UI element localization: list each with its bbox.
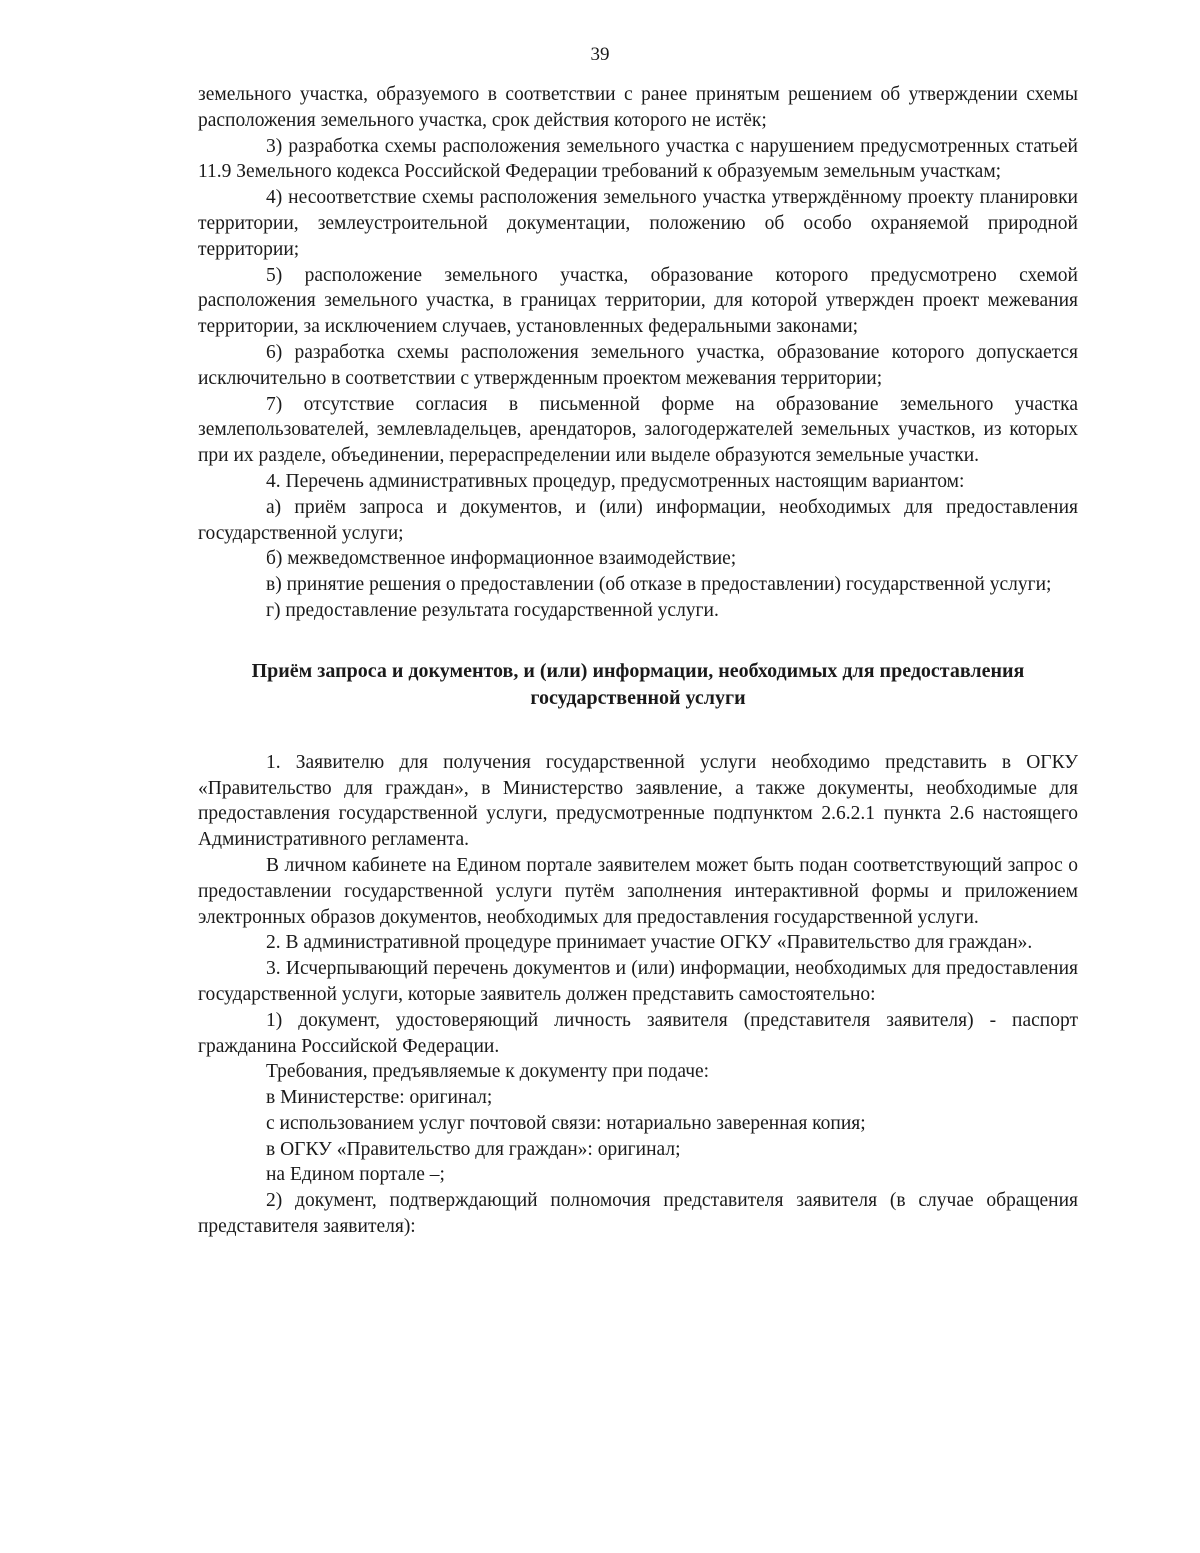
page-number: 39 [590,44,610,65]
section-heading: Приём запроса и документов, и (или) информации, необходимых для предоставления государственной услуги [251,659,1025,709]
paragraph: б) межведомственное информационное взаимодействие; [266,548,737,570]
paragraph: г) предоставление результата государственной услуги. [266,599,719,621]
paragraph: 2) документ, подтверждающий полномочия представителя заявителя (в случае обращения представителя заявителя): [198,1190,1078,1238]
paragraph: 1. Заявителю для получения государственной услуги необходимо представить в ОГКУ «Правительство для граждан», в Министерство заявление, а также документы, необходимые для предоставления государственной услуги, предусмотренные подпунктом 2.6.2.1 пункта 2.6 настоящего Административного регламента. [198,751,1078,851]
document-body [198,82,1078,1240]
paragraph: Требования, предъявляемые к документу при подаче: [266,1061,710,1083]
paragraph: 4. Перечень административных процедур, предусмотренных настоящим вариантом: [266,470,965,492]
paragraph: 3) разработка схемы расположения земельного участка с нарушением предусмотренных статьей 11.9 Земельного кодекса Российской Федерации требований к образуемым земельным участкам; [198,135,1078,183]
paragraph: с использованием услуг почтовой связи: нотариально заверенная копия; [266,1112,866,1134]
paragraph: 3. Исчерпывающий перечень документов и (или) информации, необходимых для предоставления государственной услуги, которые заявитель должен представить самостоятельно: [198,958,1078,1005]
paragraph: 6) разработка схемы расположения земельного участка, образование которого допускается исключительно в соответствии с утвержденным проектом межевания территории; [198,341,1078,389]
paragraph: в) принятие решения о предоставлении (об отказе в предоставлении) государственной услуги; [266,574,1052,596]
paragraph: в Министерстве: оригинал; [266,1087,493,1109]
paragraph: 4) несоответствие схемы расположения земельного участка утверждённому проекту планировки территории, землеустроительной документации, положению об особо охраняемой природной территории; [198,187,1078,260]
paragraph: 5) расположение земельного участка, образование которого предусмотрено схемой расположения земельного участка, в границах территории, для которой утвержден проект межевания территории, за исключением случаев, установленных федеральными законами; [198,264,1078,338]
paragraph: 2. В административной процедуре принимает участие ОГКУ «Правительство для граждан». [266,932,1033,954]
paragraph: на Едином портале –; [266,1164,445,1186]
paragraph: в ОГКУ «Правительство для граждан»: оригинал; [266,1138,681,1160]
paragraph: 7) отсутствие согласия в письменной форме на образование земельного участка землепользователей, землевладельцев, арендаторов, залогодержателей земельных участков, из которых при их разделе, объединении, перераспределении или выделе образуются земельные участки. [198,393,1078,467]
paragraph: земельного участка, образуемого в соответствии с ранее принятым решением об утверждении схемы расположения земельного участка, срок действия которого не истёк; [198,84,1078,131]
paragraph: В личном кабинете на Едином портале заявителем может быть подан соответствующий запрос о предоставлении государственной услуги путём заполнения интерактивной формы и приложением электронных образов документов, необходимых для предоставления государственной услуги. [198,854,1078,928]
paragraph: 1) документ, удостоверяющий личность заявителя (представителя заявителя) - паспорт гражданина Российской Федерации. [198,1009,1078,1057]
paragraph: а) приём запроса и документов, и (или) информации, необходимых для предоставления государственной услуги; [198,496,1078,544]
